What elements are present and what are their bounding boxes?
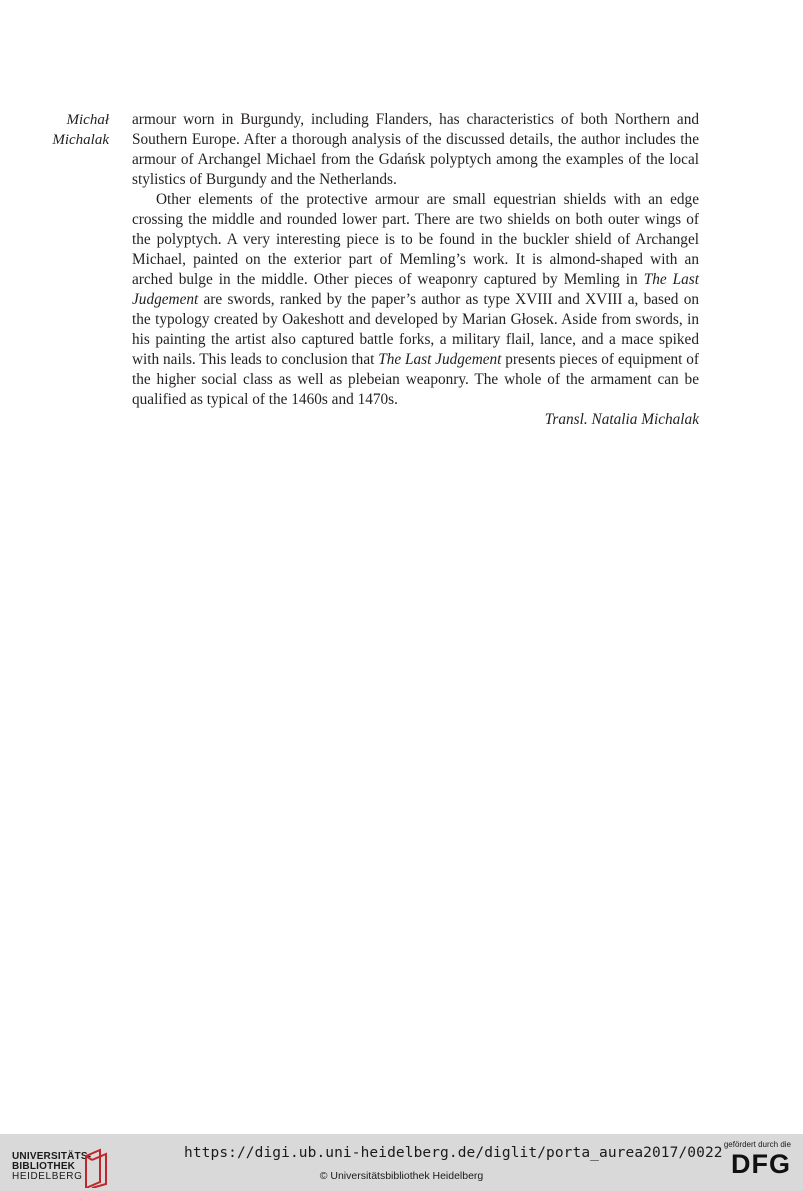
paragraph-2-part-c: presents pieces of equipment of the higher social class as well as plebeian weaponry. The whole of the armament can be qualified as typical of the 1460s and 1470s. [132,351,699,408]
margin-author-name [20,110,109,150]
library-mark-icon [82,1148,112,1188]
logo-line-1: UNIVERSITÄTS- [12,1151,92,1162]
permalink-url[interactable]: https://digi.ub.uni-heidelberg.de/diglit/porta_aurea2017/0022 [184,1145,723,1161]
translator-credit: Transl. Natalia Michalak [544,411,699,428]
dfg-funded-by-label: gefördert durch die [723,1140,791,1149]
author-last-name: Michalak [52,132,109,148]
article-body [132,110,699,430]
work-title-italic: The Last Judgement [378,351,502,368]
work-title-italic: The Last Judgement [132,271,699,308]
paragraph-2-part-a: Other elements of the protective armour are small equestrian shields with an edge crossing the middle and rounded lower part. There are two shields on both outer wings of the polyptych. A very interesting piece is to be found in the buckler shield of Archangel Michael, painted on the exterior part of Memling’s work. It is almond-shaped with an arched bulge in the middle. Other pieces of weaponry captured by Memling in [132,191,699,288]
dfg-logo[interactable] [711,1140,791,1186]
dfg-wordmark: DFG [731,1149,791,1179]
paragraph-2 [132,190,699,410]
logo-line-2: BIBLIOTHEK [12,1161,76,1172]
paragraph-2-part-b: are swords, ranked by the paper’s author as type XVIII and XVIII a, based on the typology created by Oakeshott and developed by Marian Głosek. Aside from swords, in his painting the artist also captured battle forks, a military flail, lance, and a mace spiked with nails. This leads to conclusion that [132,291,699,368]
copyright-notice: © Universitätsbibliothek Heidelberg [319,1170,484,1182]
logo-line-3: HEIDELBERG [12,1171,83,1182]
paragraph-1: armour worn in Burgundy, including Flanders, has characteristics of both Northern and Southern Europe. After a thorough analysis of the discussed details, the author includes the armour of Archangel Michael from the Gdańsk polyptych among the examples of the local stylistics of Burgundy and the Netherlands. [132,111,699,188]
author-first-name: Michał [66,112,109,128]
footer-bar [0,1134,803,1191]
